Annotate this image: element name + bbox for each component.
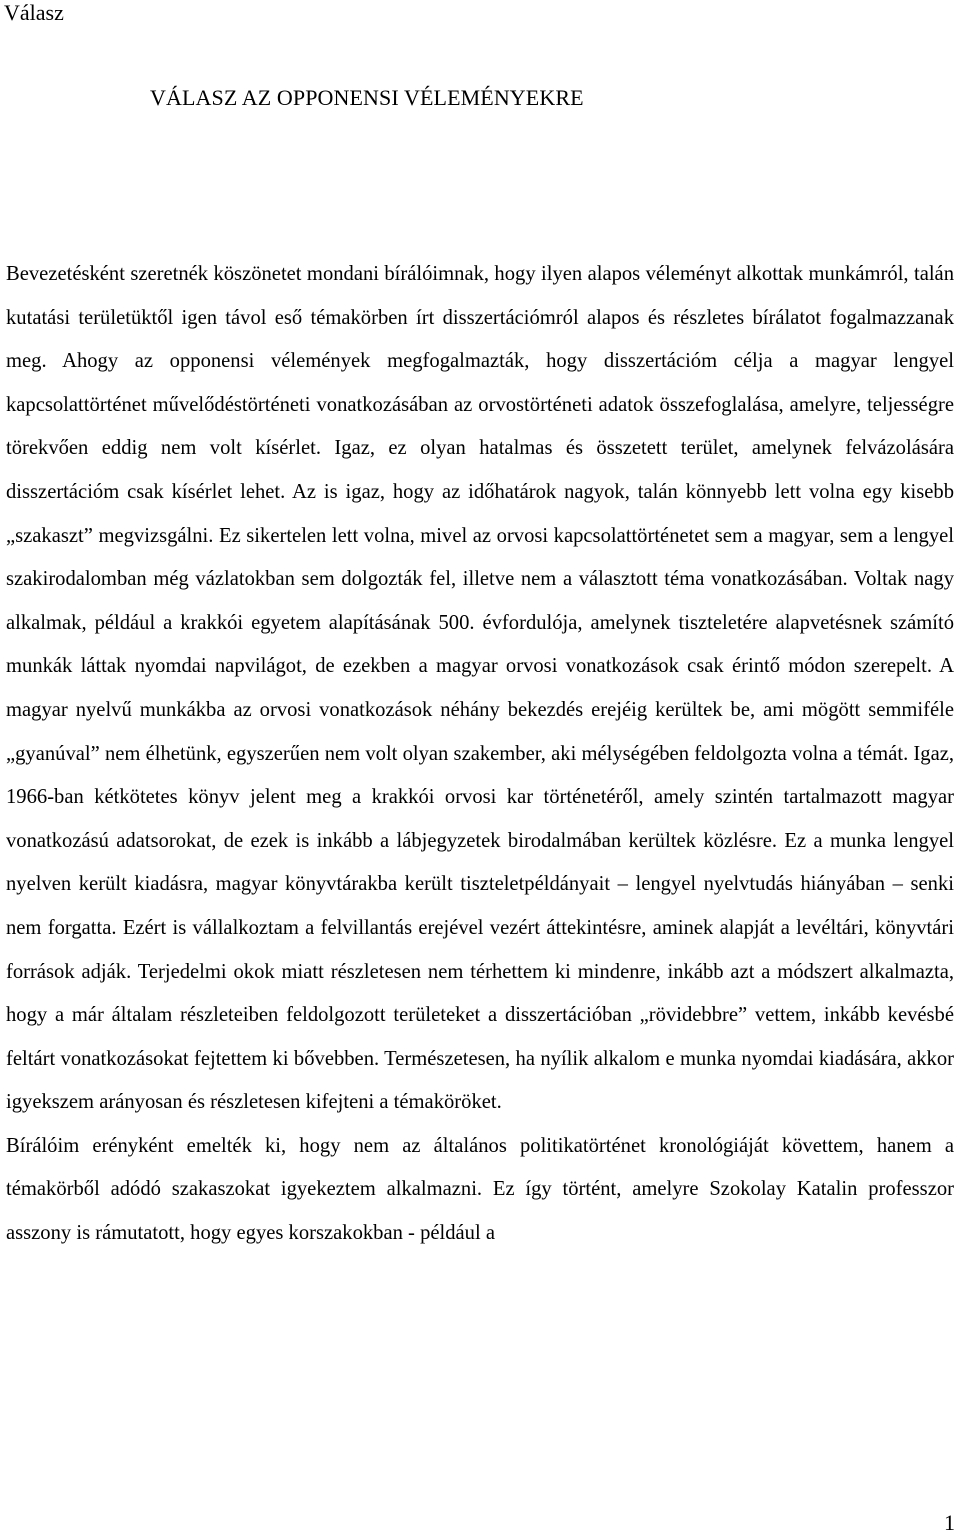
paragraph-2: Bírálóim erényként emelték ki, hogy nem az általános politikatörténet kronológiáját követtem, hanem a témakörből adódó szakaszokat igyekeztem alkalmazni. Ez így történt, amelyre Szokolay Katalin professzor asszony is rámutatott, hogy egyes korszakokban - például a (6, 1134, 954, 1245)
paragraph-1: Bevezetésként szeretnék köszönetet mondani bírálóimnak, hogy ilyen alapos véleményt alkottak munkámról, talán kutatási területüktől igen távol eső témakörben írt disszertációmról alapos és részletes bírálatot fogalmazzanak meg. Ahogy az opponensi vélemények megfogalmazták, hogy disszertációm célja a magyar lengyel kapcsolattörténet művelődéstörténeti vonatkozásában az orvostörténeti adatok összefoglalása, amelyre, teljességre törekvően eddig nem volt kísérlet. Igaz, ez olyan hatalmas és összetett terület, amelynek felvázolására disszertációm csak kísérlet lehet. Az is igaz, hogy az időhatárok nagyok, talán könnyebb lett volna egy kisebb „szakaszt” megvizsgálni. Ez sikertelen lett volna, mivel az orvosi kapcsolattörténetet sem a magyar, sem a lengyel szakirodalomban még vázlatokban sem dolgozták fel, illetve nem a választott téma vonatkozásában. Voltak nagy alkalmak, például a krakkói egyetem alapításának 500. évfordulója, amelynek tiszteletére alapvetésnek számító munkák láttak nyomdai napvilágot, de ezekben a magyar orvosi vonatkozások csak érintő módon szerepelt. A magyar nyelvű munkákba az orvosi vonatkozások néhány bekezdés erejéig kerültek be, ami mögött semmiféle „gyanúval” nem élhetünk, egyszerűen nem volt olyan szakember, aki mélységében feldolgozta volna a témát. Igaz, 1966-ban kétkötetes könyv jelent meg a krakkói orvosi kar történetéről, amely szintén tartalmazott magyar vonatkozású adatsorokat, de ezek is inkább a lábjegyzetek birodalmában kerültek közlésre. Ez a munka lengyel nyelven került kiadásra, magyar könyvtárakba került tiszteletpéldányait – lengyel nyelvtudás hiányában – senki nem forgatta. Ezért is vállalkoztam a felvillantás erejével vezért áttekintésre, aminek alapját a levéltári, könyvtári források adják. Terjedelmi okok miatt részletesen nem térhettem ki mindenre, inkább azt a módszert alkalmazta, hogy a már általam részleteiben feldolgozott területeket a disszertációban „rövidebbre” vettem, inkább kevésbé feltárt vonatkozásokat fejtettem ki bővebben. Természetesen, ha nyílik alkalom e munka nyomdai kiadására, akkor igyekszem arányosan és részletesen kifejteni a témaköröket. (6, 263, 954, 1114)
document-body (6, 253, 954, 1256)
page-number: 1 (944, 1510, 955, 1535)
document-title: VÁLASZ AZ OPPONENSI VÉLEMÉNYEKRE (150, 85, 584, 110)
header-label: Válasz (4, 0, 64, 25)
